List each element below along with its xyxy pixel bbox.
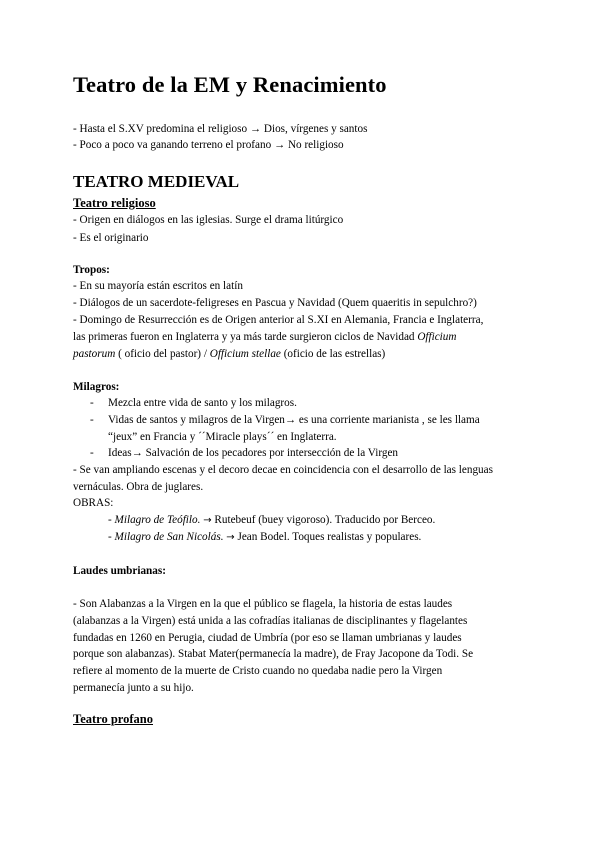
obra-item [108,514,435,527]
laudes-heading: Laudes umbrianas: [73,565,166,577]
obra-description: Jean Bodel. Toques realistas y populares. [237,531,422,543]
obra-dash: - [108,514,112,526]
obra-dash: - [108,531,112,543]
pastorum-title: pastorum [73,348,116,360]
tropos-text: las primeras fueron en Inglaterra y ya más tarde surgieron ciclos de Navidad [73,331,415,343]
obras-label: OBRAS: [73,497,114,509]
arrow-icon: → [203,515,212,526]
tropos-heading: Tropos: [73,264,110,276]
tropos-text: ( oficio del pastor) / [115,348,210,360]
laudes-line: permanecía junto a su hijo. [73,682,194,694]
bullet-dash: - [90,397,94,409]
tropos-text: (oficio de las estrellas) [280,348,386,360]
intro-line: - Hasta el S.XV predomina el religioso → Dios, vírgenes y santos [73,123,368,135]
bullet-dash: - [90,414,94,426]
officium-stellae-title: Officium stellae [209,348,281,360]
tropos-line: - Domingo de Resurrección es de Origen anterior al S.XI en Alemania, Francia e Inglaterra, [73,314,484,326]
milagros-paragraph-line: - Se van ampliando escenas y el decoro decae en coincidencia con el desarrollo de las lenguas [73,464,493,476]
bullet-text: Mezcla entre vida de santo y los milagros. [108,397,297,409]
officium-pastorum-title: Officium [417,331,457,343]
laudes-line: (alabanzas a la Virgen) está unida a las cofradías italianas de disciplinantes y flagelantes [73,615,468,627]
subsection-heading-profano: Teatro profano [73,712,153,726]
obra-description: Rutebeuf (buey vigoroso). Traducido por Berceo. [214,514,436,526]
bullet-text: Ideas→ Salvación de los pecadores por intersección de la Virgen [108,447,398,459]
tropos-line: - En su mayoría están escritos en latín [73,280,243,292]
religioso-line: - Origen en diálogos en las iglesias. Surge el drama litúrgico [73,214,344,226]
laudes-line: - Son Alabanzas a la Virgen en la que el público se flagela, la historia de estas laudes [73,598,453,610]
bullet-text: Vidas de santos y milagros de la Virgen→ es una corriente marianista , se les llama [108,414,480,426]
tropos-line [73,348,385,361]
obra-item [108,531,421,544]
arrow-icon: → [226,532,235,543]
obra-title: Milagro de Teófilo. [114,514,201,526]
tropos-line [73,331,456,344]
bullet-dash: - [90,447,94,459]
milagros-heading: Milagros: [73,381,120,393]
laudes-line: fundadas en 1260 en Perugia, ciudad de Umbría (por eso se llaman umbrianas y laudes [73,632,462,644]
religioso-line: - Es el originario [73,232,149,244]
obra-title: Milagro de San Nicolás. [114,531,224,543]
section-heading-medieval: TEATRO MEDIEVAL [73,172,240,191]
intro-line: - Poco a poco va ganando terreno el profano → No religioso [73,139,344,151]
bullet-text: “jeux” en Francia y ´´Miracle plays´´ en Inglaterra. [108,431,337,443]
milagros-paragraph-line: vernáculas. Obra de juglares. [73,481,204,493]
subsection-heading-religioso: Teatro religioso [73,196,156,210]
laudes-line: porque son alabanzas). Stabat Mater(permanecía la madre), de Fray Jacopone da Todi. Se [73,648,474,660]
document-title: Teatro de la EM y Renacimiento [73,72,387,97]
laudes-line: refiere al momento de la muerte de Cristo cuando no quedaba nadie pero la Virgen [73,665,443,677]
tropos-line: - Diálogos de un sacerdote-feligreses en Pascua y Navidad (Quem quaeritis in sepulchro?) [73,297,477,309]
